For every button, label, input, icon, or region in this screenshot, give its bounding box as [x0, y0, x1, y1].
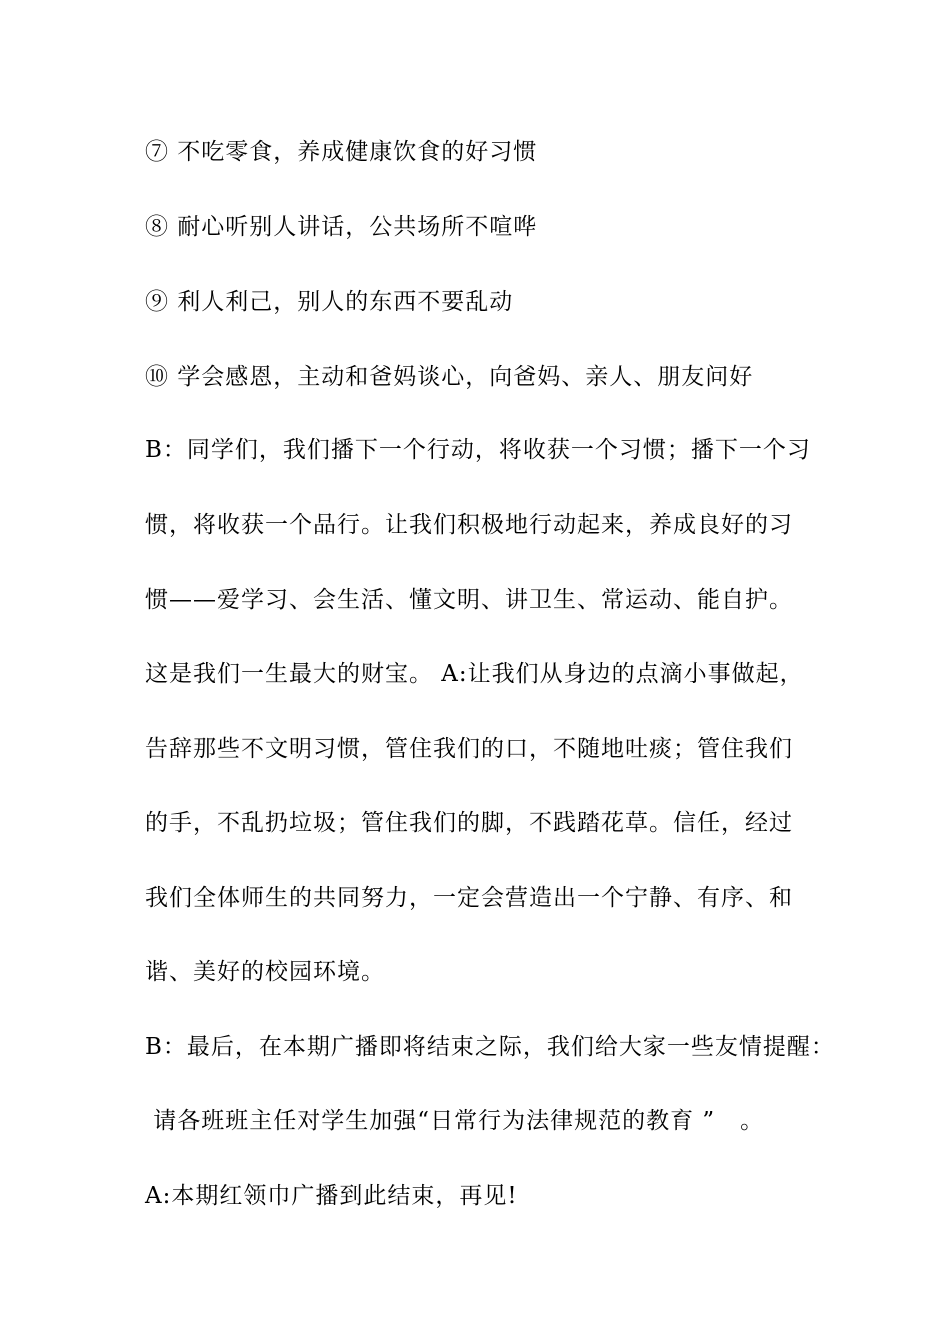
text-line: 谐、美好的校园环境。: [145, 959, 385, 985]
text-line: ⑩ 学会感恩，主动和爸妈谈心，向爸妈、亲人、朋友问好: [145, 364, 754, 390]
text-line: ⑧ 耐心听别人讲话，公共场所不喧哗: [145, 214, 538, 240]
text-line: B：最后，在本期广播即将结束之际，我们给大家一些友情提醒：: [145, 1034, 835, 1060]
text-line: ⑨ 利人利己，别人的东西不要乱动: [145, 289, 514, 315]
text-line: 惯——爱学习、会生活、懂文明、讲卫生、常运动、能自护。: [145, 587, 793, 613]
text-line: 的手，不乱扔垃圾；管住我们的脚，不践踏花草。信任，经过: [145, 810, 793, 836]
text-line: A:本期红领巾广播到此结束，再见!: [145, 1183, 518, 1209]
text-line: 请各班班主任对学生加强“日常行为法律规范的教育 ” 。: [145, 1108, 765, 1134]
text-line: 这是我们一生最大的财宝。 A:让我们从身边的点滴小事做起，: [145, 661, 804, 687]
text-line: 我们全体师生的共同努力，一定会营造出一个宁静、有序、和: [145, 885, 793, 911]
text-line: 告辞那些不文明习惯，管住我们的口，不随地吐痰；管住我们: [145, 736, 793, 762]
text-line: ⑦ 不吃零食，养成健康饮食的好习惯: [145, 139, 538, 165]
text-line: B：同学们，我们播下一个行动，将收获一个习惯；播下一个习: [145, 437, 811, 463]
text-line: 惯，将收获一个品行。让我们积极地行动起来，养成良好的习: [145, 512, 793, 538]
